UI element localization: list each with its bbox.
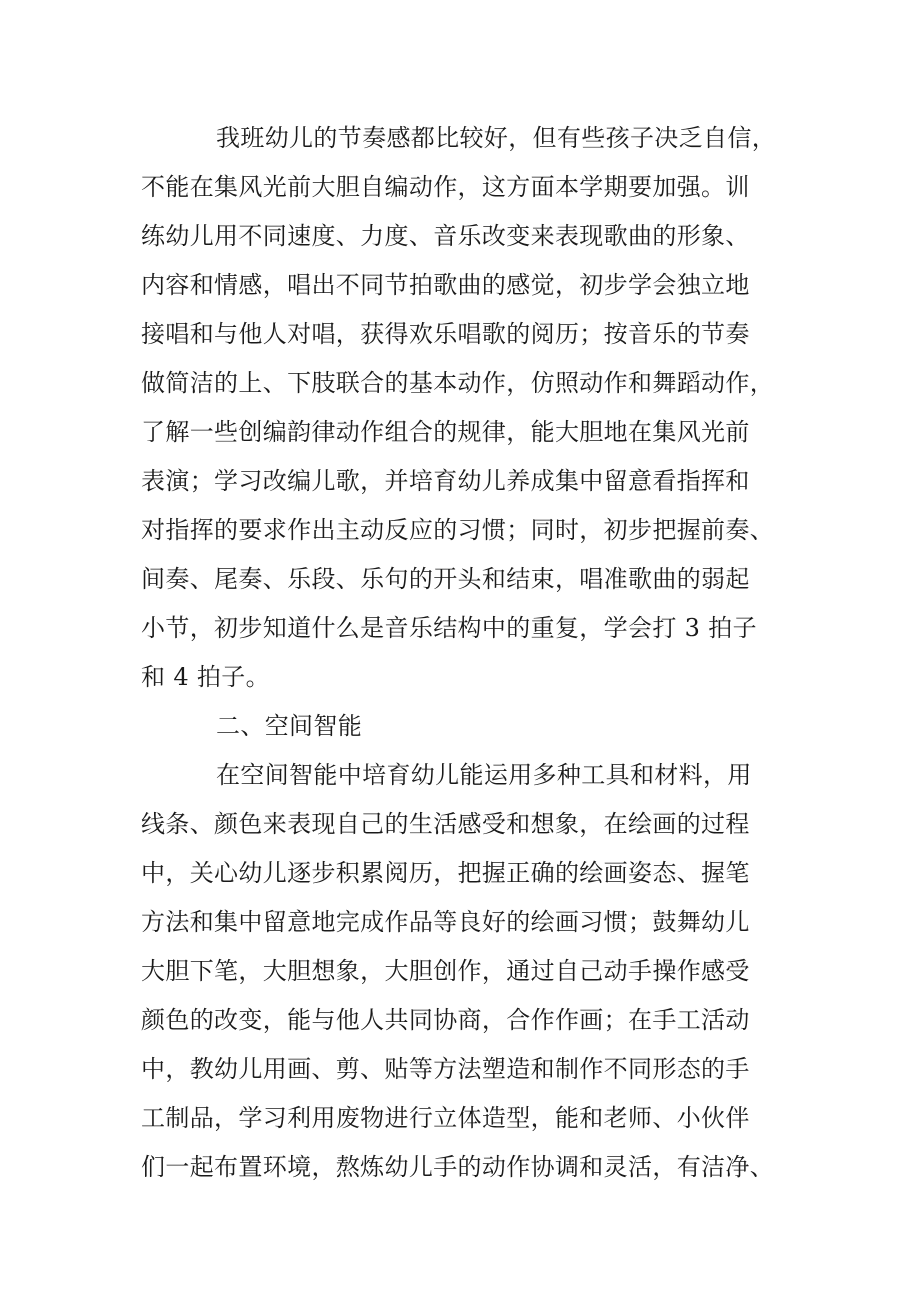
section-heading: 二、空间智能 [216, 712, 363, 740]
paragraph-music-line-9: 对指挥的要求作出主动反应的习惯；同时，初步把握前奏、 [141, 516, 775, 544]
paragraph-music-line-7: 了解一些创编韵律动作组合的规律，能大胆地在集风光前 [141, 418, 750, 446]
paragraph-music-line-3: 练幼儿用不同速度、力度、音乐改变来表现歌曲的形象、 [141, 222, 750, 250]
paragraph-music-line-12: 和 4 拍子。 [141, 663, 270, 691]
paragraph-music-line-1: 我班幼儿的节奏感都比较好，但有些孩子决乏自信， [216, 124, 777, 152]
paragraph-spatial-line-1: 在空间智能中培育幼儿能运用多种工具和材料，用 [216, 761, 752, 789]
paragraph-spatial-line-8: 工制品，学习利用废物进行立体造型，能和老师、小伙伴 [141, 1104, 750, 1132]
paragraph-spatial-line-3: 中，关心幼儿逐步积累阅历，把握正确的绘画姿态、握笔 [141, 859, 750, 887]
paragraph-spatial-line-5: 大胆下笔，大胆想象，大胆创作，通过自己动手操作感受 [141, 957, 750, 985]
paragraph-spatial-line-4: 方法和集中留意地完成作品等良好的绘画习惯；鼓舞幼儿 [141, 908, 750, 936]
paragraph-spatial-line-6: 颜色的改变，能与他人共同协商，合作作画；在手工活动 [141, 1006, 750, 1034]
paragraph-music-line-11: 小节，初步知道什么是音乐结构中的重复，学会打 3 拍子 [141, 614, 757, 642]
paragraph-music-line-4: 内容和情感，唱出不同节拍歌曲的感觉，初步学会独立地 [141, 271, 750, 299]
paragraph-spatial-line-2: 线条、颜色来表现自己的生活感受和想象，在绘画的过程 [141, 810, 750, 838]
paragraph-spatial-line-9: 们一起布置环境，熬炼幼儿手的动作协调和灵活，有洁净、 [141, 1153, 775, 1181]
paragraph-spatial-line-7: 中，教幼儿用画、剪、贴等方法塑造和制作不同形态的手 [141, 1055, 750, 1083]
paragraph-music-line-8: 表演；学习改编儿歌，并培育幼儿养成集中留意看指挥和 [141, 467, 750, 495]
paragraph-music-line-6: 做简洁的上、下肢联合的基本动作，仿照动作和舞蹈动作， [141, 369, 775, 397]
paragraph-music-line-2: 不能在集风光前大胆自编动作，这方面本学期要加强。训 [141, 173, 750, 201]
paragraph-music-line-5: 接唱和与他人对唱，获得欢乐唱歌的阅历；按音乐的节奏 [141, 320, 750, 348]
paragraph-music-line-10: 间奏、尾奏、乐段、乐句的开头和结束，唱准歌曲的弱起 [141, 565, 750, 593]
